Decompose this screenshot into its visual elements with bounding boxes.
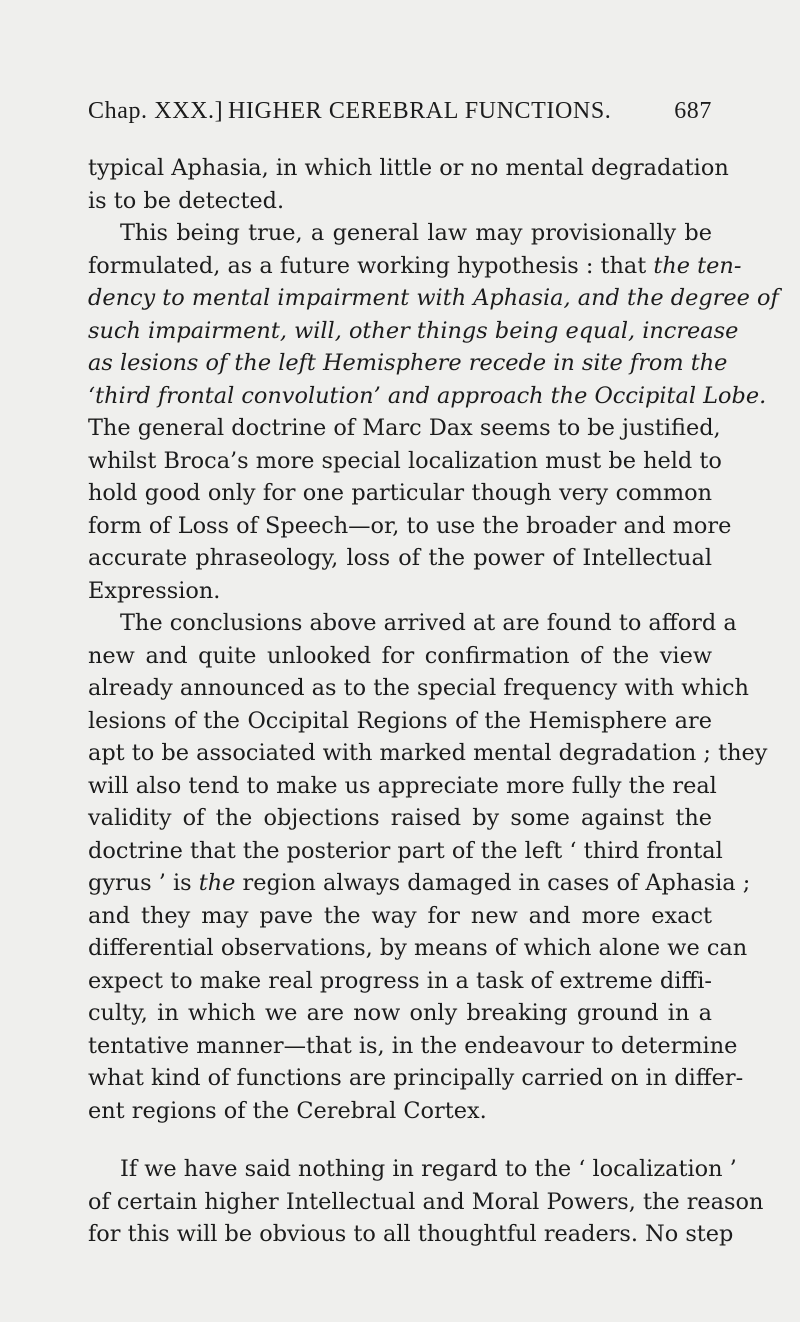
text-line — [88, 250, 742, 283]
text-line: accurate phraseology, loss of the power of Intellectual — [88, 545, 712, 571]
text-line: differential observations, by means of which alone we can — [88, 935, 748, 961]
text-line: Expression. — [88, 577, 221, 604]
text-line: apt to be associated with marked mental degradation ; they — [88, 740, 768, 766]
text-line: will also tend to make us appreciate more fully the real — [88, 772, 717, 799]
text-line-italic: as lesions of the left Hemisphere recede in site from the — [88, 350, 728, 376]
paragraph-gap — [88, 1127, 712, 1153]
text-segment: region always damaged in cases of Aphasia ; — [235, 870, 751, 896]
text-line: of certain higher Intellectual and Moral Powers, the reason — [88, 1188, 764, 1215]
text-line: whilst Broca’s more special localization must be held to — [88, 447, 722, 474]
text-segment-italic: the — [198, 870, 236, 896]
text-line: for this will be obvious to all thoughtful readers. No step — [88, 1221, 734, 1247]
text-line: is to be detected. — [88, 187, 285, 214]
text-line: doctrine that the posterior part of the left ‘ third frontal — [88, 837, 723, 864]
text-line: and they may pave the way for new and more exact — [88, 902, 712, 929]
text-line-italic: ‘third frontal convolution’ and approach the Occipital Lobe. — [88, 382, 767, 409]
running-title: HIGHER CEREBRAL FUNCTIONS. — [228, 98, 612, 124]
text-line: lesions of the Occipital Regions of the Hemisphere are — [88, 707, 712, 734]
text-line: If we have said nothing in regard to the ‘ localization ’ — [120, 1156, 737, 1182]
text-line: validity of the objections raised by some against the — [88, 805, 712, 831]
text-line-italic: such impairment, will, other things being equal, increase — [88, 317, 739, 344]
text-line: The general doctrine of Marc Dax seems to be justified, — [88, 415, 721, 441]
text-line: typical Aphasia, in which little or no mental degradation — [88, 155, 729, 181]
text-line — [88, 867, 751, 900]
text-line: This being true, a general law may provisionally be — [120, 220, 712, 246]
text-segment-italic: the ten- — [653, 252, 742, 279]
text-line: expect to make real progress in a task of extreme diffi- — [88, 967, 712, 994]
text-line: new and quite unlooked for confirmation of the view — [88, 642, 712, 669]
text-segment: formulated, as a future working hypothesis : that — [88, 252, 654, 279]
chapter-label: Chap. XXX.] — [88, 98, 224, 124]
text-line: hold good only for one particular though very common — [88, 480, 712, 506]
text-segment: gyrus ’ is — [88, 870, 199, 896]
body-text — [88, 152, 779, 1251]
text-line: culty, in which we are now only breaking ground in a — [88, 1000, 712, 1026]
running-header — [88, 98, 712, 138]
text-line: already announced as to the special frequency with which — [88, 675, 749, 701]
text-line: tentative manner—that is, in the endeavour to determine — [88, 1032, 738, 1059]
text-line-italic: dency to mental impairment with Aphasia, and the degree of — [88, 285, 779, 311]
text-line: The conclusions above arrived at are found to afford a — [120, 610, 737, 636]
text-line: ent regions of the Cerebral Cortex. — [88, 1097, 487, 1124]
text-line: what kind of functions are principally carried on in differ- — [88, 1065, 744, 1091]
text-line: form of Loss of Speech—or, to use the broader and more — [88, 512, 732, 539]
page-number: 687 — [674, 98, 712, 124]
